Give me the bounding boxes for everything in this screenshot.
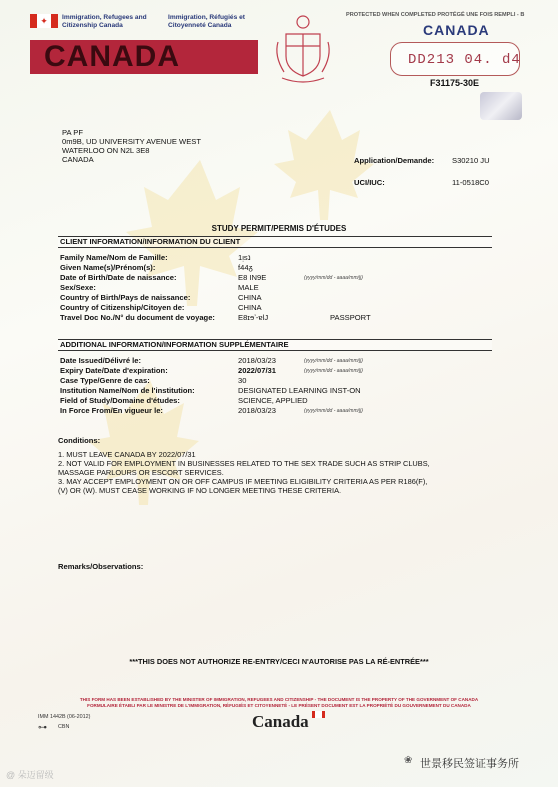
field-label: Institution Name/Nom de l'institution: [60, 386, 195, 395]
address-line4: CANADA [62, 155, 94, 164]
travel-doc-type: PASSPORT [330, 313, 371, 322]
field-row [60, 366, 500, 376]
field-value: DESIGNATED LEARNING INST-ON [238, 386, 361, 395]
country-title: CANADA [423, 22, 490, 38]
application-number: S30210 JU [452, 156, 490, 165]
additional-info-title: ADDITIONAL INFORMATION/INFORMATION SUPPLÉMENTAIRE [60, 340, 289, 349]
dept-fr-line1: Immigration, Réfugiés et [168, 14, 245, 21]
field-label: Family Name/Nom de Famille: [60, 253, 168, 262]
field-label: Expiry Date/Date d'expiration: [60, 366, 168, 375]
field-row [60, 406, 500, 416]
field-row [60, 386, 500, 396]
field-row [60, 313, 500, 323]
watermark-right: 世景移民签证事务所 [420, 757, 519, 770]
department-name-en [62, 14, 147, 30]
field-label: Travel Doc No./N° du document de voyage: [60, 313, 215, 322]
field-label: Case Type/Genre de cas: [60, 376, 150, 385]
remarks-label: Remarks/Observations: [58, 562, 144, 571]
field-row [60, 273, 500, 283]
client-info-title: CLIENT INFORMATION/INFORMATION DU CLIENT [60, 237, 241, 246]
canada-flag-icon: ✦ [30, 14, 58, 28]
date-format-hint: (yyyy/mm/dd - aaaa/mm/jj) [304, 275, 363, 281]
coat-of-arms-icon [272, 12, 334, 86]
mailing-address [62, 128, 201, 164]
serial-number: F31175-30E [430, 78, 480, 88]
department-name-fr [168, 14, 245, 30]
address-line3: WATERLOO ON N2L 3E8 [62, 146, 150, 155]
client-info-header [58, 236, 492, 248]
field-label: Sex/Sexe: [60, 283, 96, 292]
cbn-label: CBN [58, 724, 70, 730]
field-label: Country of Birth/Pays de naissance: [60, 293, 191, 302]
address-line1: PA PF [62, 128, 83, 137]
field-value: 30 [238, 376, 247, 385]
field-label: Field of Study/Domaine d'études: [60, 396, 180, 405]
condition-line: 3. MAY ACCEPT EMPLOYMENT ON OR OFF CAMPUS IF MEETING ELIGIBILITY CRITERIA AS PER R186(F), [58, 477, 428, 486]
field-row [60, 293, 500, 303]
field-value: CHINA [238, 293, 262, 302]
field-row [60, 283, 500, 293]
date-format-hint: (yyyy/mm/dd - aaaa/mm/jj) [304, 358, 363, 364]
client-info-fields [60, 253, 500, 323]
condition-line: 2. NOT VALID FOR EMPLOYMENT IN BUSINESSES RELATED TO THE SEX TRADE SUCH AS STRIP CLUBS, [58, 459, 430, 468]
address-line2: 0m9B, UD UNIVERSITY AVENUE WEST [62, 137, 201, 146]
banner-canada-word: CANADA [44, 40, 180, 73]
document-stamp-number: DD213 04. d4 [408, 52, 521, 68]
field-label: Date Issued/Délivré le: [60, 356, 142, 365]
additional-info-header [58, 339, 492, 351]
date-format-hint: (yyyy/mm/dd - aaaa/mm/jj) [304, 408, 363, 414]
footer-legal-text [20, 697, 538, 709]
field-value: SCIENCE, APPLIED [238, 396, 308, 405]
uci-number: 11-0518C0 [452, 178, 490, 187]
canada-wordmark: Canada [252, 712, 309, 731]
field-row [60, 253, 500, 263]
condition-line: MASSAGE PARLOURS OR ESCORT SERVICES. [58, 468, 224, 477]
protected-notice: PROTECTED WHEN COMPLETED PROTÉGÉ UNE FOIS REMPLI - B [346, 12, 525, 18]
field-label: Country of Citizenship/Citoyen de: [60, 303, 185, 312]
field-value: 2018/03/23 [238, 406, 277, 415]
field-value: 2018/03/23 [238, 356, 277, 365]
date-format-hint: (yyyy/mm/dd - aaaa/mm/jj) [304, 368, 363, 374]
wechat-icon: ❀ [404, 755, 413, 766]
field-row [60, 376, 500, 386]
field-row [60, 303, 500, 313]
condition-line: 1. MUST LEAVE CANADA BY 2022/07/31 [58, 450, 196, 459]
watermark-left: @ 朵迈留级 [6, 770, 54, 780]
wordmark-flag-icon [312, 711, 325, 718]
application-label: Application/Demande: [354, 156, 435, 165]
field-row [60, 263, 500, 273]
additional-info-fields [60, 356, 500, 416]
field-value: f44ᵹ [238, 263, 253, 272]
uci-label: UCI/IUC: [354, 178, 385, 187]
field-value: MALE [238, 283, 259, 292]
hologram-seal [480, 92, 522, 120]
dept-en-line2: Citizenship Canada [62, 22, 123, 29]
footer-legal-en: THIS FORM HAS BEEN ESTABLISHED BY THE MINISTER OF IMMIGRATION, REFUGEES AND CITIZENSHIP - THE DOCUMENT IS THE PROPERTY OF THE GOVERNMENT OF CANADA [79, 697, 479, 702]
field-value: 1ᴉsנ [238, 253, 251, 262]
condition-line: (V) OR (W). MUST CEASE WORKING IF NO LONGER MEETING THESE CRITERIA. [58, 486, 342, 495]
field-value: E8 IN9E [238, 273, 267, 282]
field-label: Date of Birth/Date de naissance: [60, 273, 177, 282]
dept-en-line1: Immigration, Refugees and [62, 14, 147, 21]
key-icon: ⊶ [38, 722, 47, 732]
field-value: CHINA [238, 303, 262, 312]
field-value: E8ɪɘʼ-ɐlJ [238, 313, 269, 322]
conditions-list [58, 450, 498, 495]
conditions-title: Conditions: [58, 436, 101, 445]
footer-legal-fr: FORMULAIRE ÉTABLI PAR LE MINISTRE DE L'IMMIGRATION, RÉFUGIÉS ET CITOYENNETÉ - LE PRÉSENT DOCUMENT EST LA PROPRIÉTÉ DU GOUVERNEMENT DU CANADA [87, 703, 471, 708]
field-label: Given Name(s)/Prénom(s): [60, 263, 156, 272]
document-title: STUDY PERMIT/PERMIS D'ÉTUDES [211, 224, 347, 233]
field-row [60, 356, 500, 366]
dept-fr-line2: Citoyenneté Canada [168, 22, 232, 29]
form-number: IMM 1442B (06-2012) [38, 714, 91, 720]
field-row [60, 396, 500, 406]
field-value: 2022/07/31 [238, 366, 277, 375]
reentry-notice: ***THIS DOES NOT AUTHORIZE RE-ENTRY/CECI N'AUTORISE PAS LA RÉ-ENTRÉE*** [129, 657, 429, 666]
field-label: In Force From/En vigueur le: [60, 406, 163, 415]
